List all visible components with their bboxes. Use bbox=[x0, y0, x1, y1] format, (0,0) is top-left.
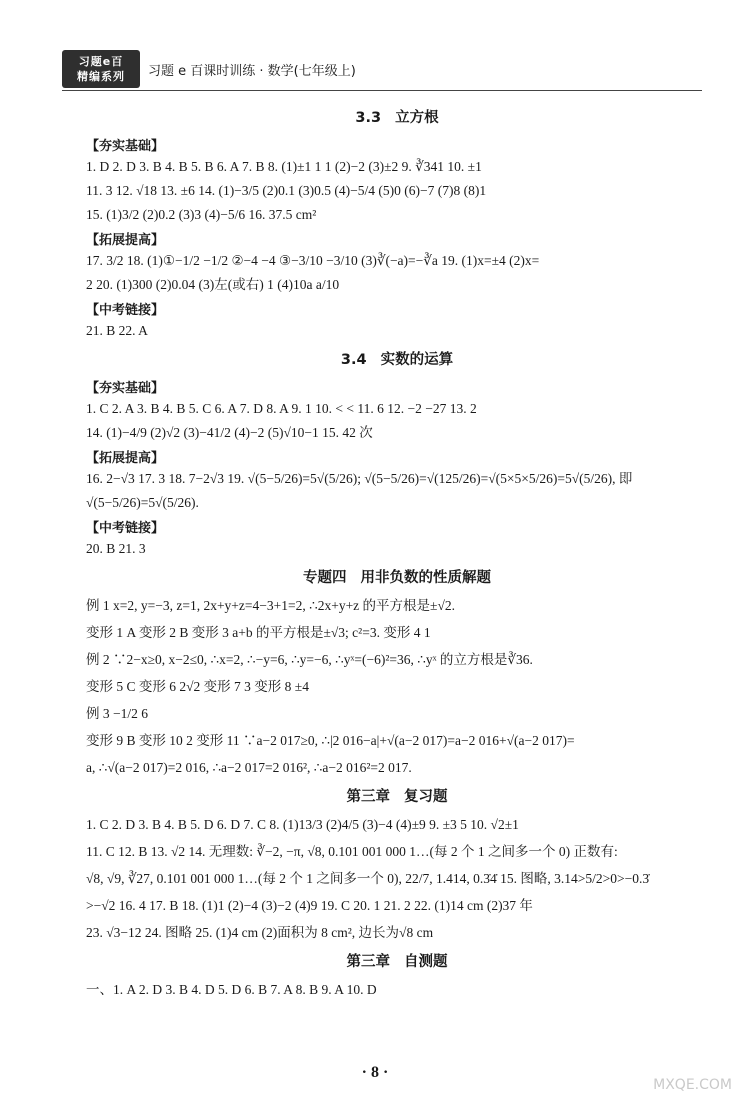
answer-line: >−√2 16. 4 17. B 18. (1)1 (2)−4 (3)−2 (4)9 19. C 20. 1 21. 2 22. (1)14 cm (2)37 年 bbox=[86, 898, 533, 913]
section-title bbox=[86, 348, 708, 369]
answer-line: 变形 1 A 变形 2 B 变形 3 a+b 的平方根是±√3; c²=3. 变形 4 1 bbox=[86, 625, 431, 640]
answer-line: 变形 9 B 变形 10 2 变形 11 ∵a−2 017≥0, ∴|2 016−a|+√(a−2 017)=a−2 016+√(a−2 017)= bbox=[86, 733, 575, 748]
answer-line: 14. (1)−4/9 (2)√2 (3)−41/2 (4)−2 (5)√10−1 15. 42 次 bbox=[86, 425, 373, 440]
answer-line: 例 3 −1/2 6 bbox=[86, 706, 148, 721]
answer-line: 17. 3/2 18. (1)①−1/2 −1/2 ②−4 −4 ③−3/10 −3/10 (3)∛(−a)=−∛a 19. (1)x=±4 (2)x= bbox=[86, 253, 540, 268]
answer-line: 变形 5 C 变形 6 2√2 变形 7 3 变形 8 ±4 bbox=[86, 679, 309, 694]
answer-line: 11. 3 12. √18 13. ±6 14. (1)−3/5 (2)0.1 (3)0.5 (4)−5/4 (5)0 (6)−7 (7)8 (8)1 bbox=[86, 183, 487, 198]
answer-line: √(5−5/26)=5√(5/26). bbox=[86, 495, 199, 510]
answer-line: 21. B 22. A bbox=[86, 323, 148, 338]
block-tag: 【拓展提高】 bbox=[86, 233, 165, 248]
block-tag: 【中考链接】 bbox=[86, 303, 165, 318]
page-number: · 8 · bbox=[361, 1064, 389, 1081]
answer-line: 例 1 x=2, y=−3, z=1, 2x+y+z=4−3+1=2, ∴2x+y+z 的平方根是±√2. bbox=[86, 598, 455, 613]
answer-line: 例 2 ∵2−x≥0, x−2≤0, ∴x=2, ∴−y=6, ∴y=−6, ∴yˣ=(−6)²=36, ∴yˣ 的立方根是∛36. bbox=[86, 652, 533, 667]
section-heading: 用非负数的性质解题 bbox=[360, 570, 491, 586]
answer-line: 一、1. A 2. D 3. B 4. D 5. D 6. B 7. A 8. B 9. A 10. D bbox=[86, 982, 377, 997]
section-title bbox=[86, 785, 708, 806]
logo-line-2: 精编系列 bbox=[77, 70, 125, 83]
answer-line: 23. √3−12 24. 图略 25. (1)4 cm (2)面积为 8 cm², 边长为√8 cm bbox=[86, 925, 434, 940]
block-tag: 【夯实基础】 bbox=[86, 381, 165, 396]
answer-line: 2 20. (1)300 (2)0.04 (3)左(或右) 1 (4)10a a/10 bbox=[86, 277, 340, 292]
answer-line: a, ∴√(a−2 017)=2 016, ∴a−2 017=2 016², ∴a−2 016²=2 017. bbox=[86, 760, 412, 775]
site-watermark: MXQE.COM bbox=[653, 1077, 732, 1093]
answer-content bbox=[86, 100, 708, 1006]
answer-line: √8, √9, ∛27, 0.101 001 000 1…(每 2 个 1 之间多一个 0), 22/7, 1.414, 0.3̇4̇ 15. 图略, 3.14>5/2>0>−0.3̇ bbox=[86, 871, 650, 886]
answer-line: 1. C 2. D 3. B 4. B 5. D 6. D 7. C 8. (1)13/3 (2)4/5 (3)−4 (4)±9 9. ±3 5 10. √2±1 bbox=[86, 817, 519, 832]
answer-line: 11. C 12. B 13. √2 14. 无理数: ∛−2, −π, √8, 0.101 001 000 1…(每 2 个 1 之间多一个 0) 正数有: bbox=[86, 844, 618, 859]
section-number: 3.3 bbox=[355, 110, 382, 126]
section-title bbox=[86, 950, 708, 971]
section-title bbox=[86, 106, 708, 127]
answer-line: 1. D 2. D 3. B 4. B 5. B 6. A 7. B 8. (1)±1 1 1 (2)−2 (3)±2 9. ∛341 10. ±1 bbox=[86, 159, 482, 174]
section-number: 第三章 bbox=[346, 954, 390, 970]
header-divider bbox=[62, 90, 702, 91]
block-tag: 【夯实基础】 bbox=[86, 139, 165, 154]
block-tag: 【拓展提高】 bbox=[86, 451, 165, 466]
answer-line: 15. (1)3/2 (2)0.2 (3)3 (4)−5/6 16. 37.5 cm² bbox=[86, 207, 317, 222]
section-number: 第三章 bbox=[346, 789, 390, 805]
series-logo bbox=[62, 50, 140, 88]
section-number: 3.4 bbox=[340, 352, 367, 368]
answer-line: 20. B 21. 3 bbox=[86, 541, 146, 556]
book-title: 习题 e 百课时训练 · 数学(七年级上) bbox=[148, 63, 356, 79]
section-heading: 复习题 bbox=[404, 789, 448, 805]
answer-line: 16. 2−√3 17. 3 18. 7−2√3 19. √(5−5/26)=5√(5/26); √(5−5/26)=√(125/26)=√(5×5×5/26)=5√(5/26), 即 bbox=[86, 471, 633, 486]
block-tag: 【中考链接】 bbox=[86, 521, 165, 536]
section-title bbox=[86, 566, 708, 587]
answer-line: 1. C 2. A 3. B 4. B 5. C 6. A 7. D 8. A 9. 1 10. < < 11. 6 12. −2 −27 13. 2 bbox=[86, 401, 477, 416]
logo-line-1: 习题e百 bbox=[78, 55, 124, 68]
section-heading: 自测题 bbox=[404, 954, 448, 970]
page-header bbox=[62, 50, 356, 88]
section-heading: 立方根 bbox=[395, 110, 439, 126]
section-heading: 实数的运算 bbox=[380, 352, 454, 368]
section-number: 专题四 bbox=[303, 570, 347, 586]
